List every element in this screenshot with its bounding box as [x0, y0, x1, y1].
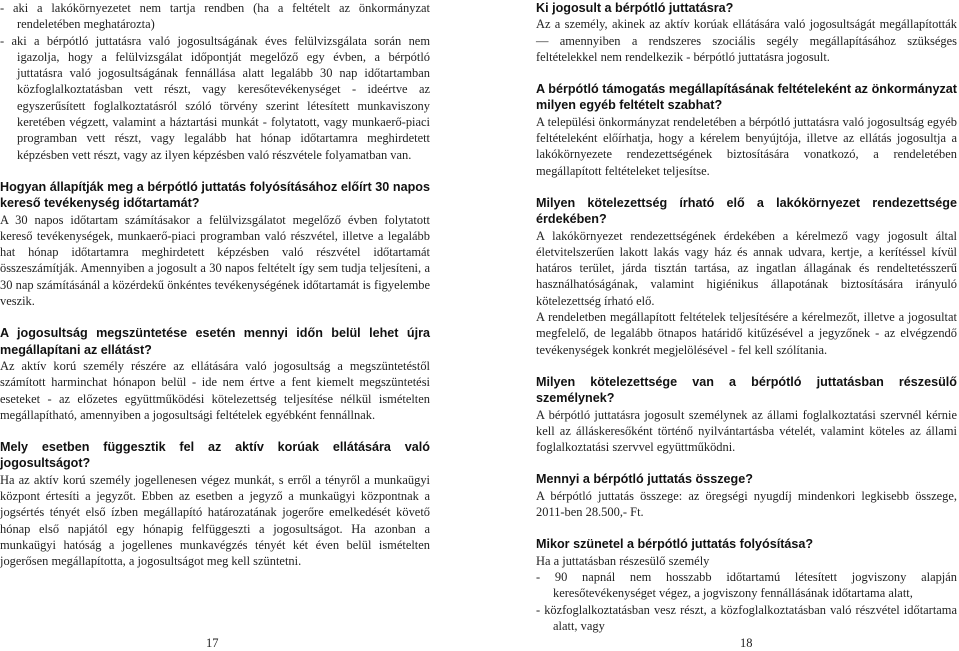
section-body: A rendeletben megállapított feltételek teljesítésére a kérelmezőt, illetve a jogosultat megfelelő, de legalább ötnapos határidő kitűzésével a jegyzőnek - az elvégzendő tevékenységek konkrét megjelölésével - fel kell szólítania.: [536, 310, 957, 357]
section-heading: Mikor szünetel a bérpótló juttatás folyósítása?: [536, 537, 814, 552]
list-item: - közfoglalkoztatásban vesz részt, a közfoglalkoztatásban való részvétel időtartama alatt, vagy: [536, 602, 957, 633]
section-heading: Milyen kötelezettség írható elő a lakókörnyezet rendezettsége érdekében?: [536, 195, 957, 227]
section-heading: Milyen kötelezettsége van a bérpótló juttatásban részesülő személynek?: [536, 374, 957, 406]
section-body: Az aktív korú személy részére az ellátására való jogosultság a megszüntetéstől számított harminchat hónapon belül - ide nem értve a fent kiemelt megszüntetési eseteket - az előzetes együttműködési kötelezettség teljesítése nélkül ismételten megállapítható, amennyiben a jogosultsági feltételek egyébként fennállnak.: [0, 358, 430, 422]
section-body: Ha a juttatásban részesülő személy: [536, 553, 710, 568]
section-heading: A bérpótló támogatás megállapításának feltételeként az önkormányzat milyen egyéb feltételt szabhat?: [536, 82, 957, 113]
section-body: A 30 napos időtartam számításakor a felülvizsgálatot megelőző évben folytatott kereső tevékenységek, munkaerő-piaci programban való részvétel, illetve a legalább hat hónap időtartamra meghirdetett képzésben való részvétel időtartamát összeszámítják. Amennyiben a jogosult a 30 napos feltételt így sem tudja teljesíteni, a 30 nap számításánál a közérdekű önkéntes tevékenységének időtartamát is figyelembe veszik.: [0, 212, 430, 309]
left-page: [0, 0, 430, 570]
intro-item: - aki a lakókörnyezetet nem tartja rendben (ha a feltételt az önkormányzat rendeletében meghatározta): [0, 1, 430, 32]
section-body: A bérpótló juttatásra jogosult személynek az állami foglalkoztatási szervnél kérnie kell az álláskeresőként történő nyilvántartásba vételét, valamint köteles az állami foglalkoztatási szervvel együttműködni.: [536, 407, 957, 455]
section-heading: Mennyi a bérpótló juttatás összege?: [536, 472, 753, 487]
page-number: 18: [740, 636, 753, 650]
section-body: Az a személy, akinek az aktív korúak ellátására való jogosultságát megállapították — amennyiben a rendszeres szociális segély megállapításához szükséges feltételekkel nem rendelkezik - bérpótló juttatásra jogosult.: [536, 17, 957, 64]
right-page: [536, 0, 957, 634]
section-body: A települési önkormányzat rendeletében a bérpótló juttatásra való jogosultság egyéb feltételeként előírhatja, hogy a kérelem benyújtója, illetve az ellátás jogosultja a lakókörnyezete rendezettségének biztosítására vonatkozó, a rendeletében megállapított feltételeket teljesítse.: [536, 114, 957, 178]
section-body: Ha az aktív korú személy jogellenesen végez munkát, s erről a tényről a munkaügyi központ értesíti a jegyzőt. Ebben az esetben a jegyző a munkaügyi központnak a jogsértés tényét első ízben megállapító határozatának jogerőre emelkedését követő hónap első napjától egy hónapig felfüggeszti a jogosultságot. Ha azonban a munkaügyi hatóság a jogellenes munkavégzés tényét két éven belül ismételten jogerősen megállapította, a jogosultságot meg kell szüntetni.: [0, 472, 430, 569]
section-body: A bérpótló juttatás összege: az öregségi nyugdíj mindenkori legkisebb összege, 2011-ben 28.500,- Ft.: [536, 488, 957, 520]
page-number: 17: [206, 636, 219, 650]
section-heading: Hogyan állapítják meg a bérpótló juttatás folyósításához előírt 30 napos kereső tevékenység időtartamát?: [0, 179, 430, 211]
section-heading: Mely esetben függesztik fel az aktív korúak ellátására való jogosultságot?: [0, 440, 430, 471]
section-heading: A jogosultság megszüntetése esetén mennyi időn belül lehet újra megállapítani az ellátást?: [0, 326, 430, 357]
section-body: A lakókörnyezet rendezettségének érdekében a kérelmező vagy jogosult által életvitelszerűen lakott lakás vagy ház és annak udvara, kertje, a kerítéssel kívül határos terület, járda tisztán tartása, az ingatlan állagának és rendeltetésszerű használhatóságának, valamint higiénikus állapotának biztosítására irányuló kötelezettség írható elő.: [536, 228, 957, 308]
section-heading: Ki jogosult a bérpótló juttatásra?: [536, 1, 734, 15]
intro-item: - aki a bérpótló juttatásra való jogosultságának éves felülvizsgálata során nem igazolja, hogy a felülvizsgálat időpontját megelőző egy évben, a bérpótló juttatásra való jogosultságának fennállása alatt legalább 30 nap időtartamban közfoglalkoztatásban vett részt, vagy keresőtevékenységet - ideértve az egyszerűsített foglalkoztatásról szóló törvény szerint létesített munkaviszony keretében végzett, valamint a háztartási munkát - folytatott, vagy munkaerő-piaci programban vett részt, vagy legalább hat hónap időtartamra meghirdetett képzésben vett részt, vagy az ilyen képzésben való részvétele folyamatban van.: [0, 33, 430, 162]
list-item: - 90 napnál nem hosszabb időtartamú létesített jogviszony alapján keresőtevékenységet végez, a jogviszony fennállásának időtartama alatt,: [536, 569, 957, 601]
